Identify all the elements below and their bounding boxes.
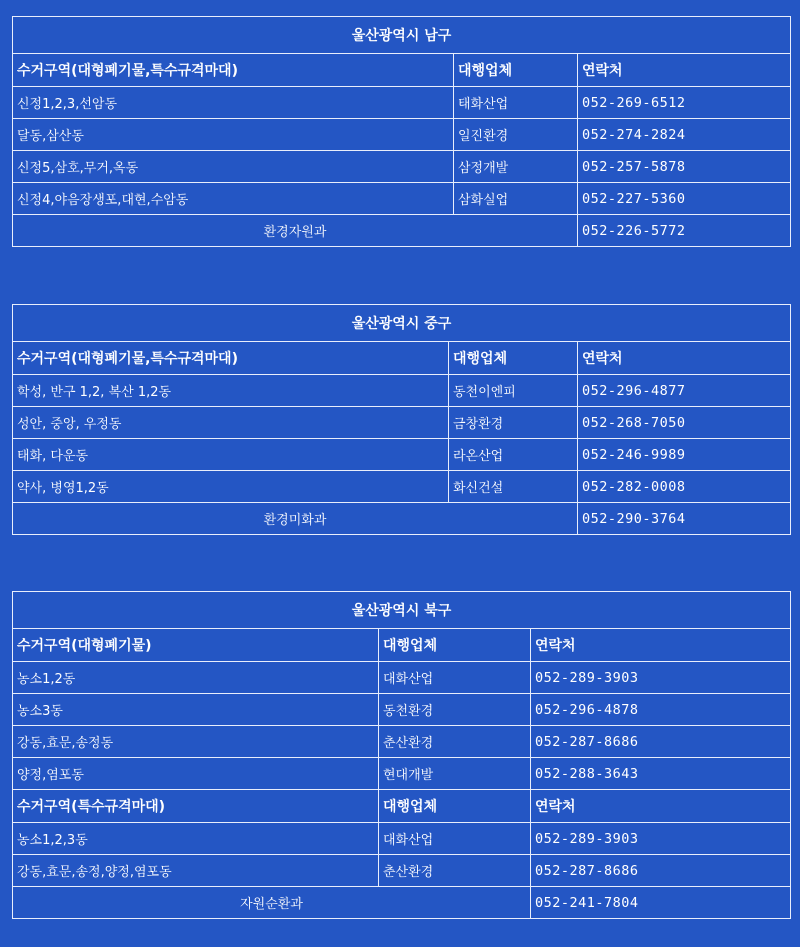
contractor-cell: 삼정개발 — [454, 151, 578, 183]
table-row — [13, 87, 791, 119]
table-row — [13, 151, 791, 183]
header-contact: 연락처 — [578, 54, 791, 87]
area-cell: 신정4,야음장생포,대현,수암동 — [13, 183, 454, 215]
header-contact: 연락처 — [578, 342, 791, 375]
contractor-cell: 춘산환경 — [379, 855, 531, 887]
table-row — [13, 694, 791, 726]
table-row — [13, 183, 791, 215]
header-contractor: 대행업체 — [454, 54, 578, 87]
table-row — [13, 471, 791, 503]
footer-row — [13, 503, 791, 535]
table-row — [13, 407, 791, 439]
header-contractor: 대행업체 — [449, 342, 578, 375]
header-collection-area: 수거구역(대형폐기물) — [13, 629, 379, 662]
contractor-cell: 대화산업 — [379, 662, 531, 694]
area-cell: 농소1,2,3동 — [13, 823, 379, 855]
area-cell: 농소1,2동 — [13, 662, 379, 694]
header-collection-area: 수거구역(대형폐기물,특수규격마대) — [13, 342, 449, 375]
contractor-cell: 삼화실업 — [454, 183, 578, 215]
contractor-cell: 춘산환경 — [379, 726, 531, 758]
contractor-cell: 동천이엔피 — [449, 375, 578, 407]
header-collection-area: 수거구역(대형폐기물,특수규격마대) — [13, 54, 454, 87]
table-row — [13, 823, 791, 855]
table-row — [13, 439, 791, 471]
department-contact-cell: 052-290-3764 — [578, 503, 791, 535]
nam-gu-title: 울산광역시 남구 — [13, 17, 791, 54]
header-collection-area: 수거구역(특수규격마대) — [13, 790, 379, 823]
jung-gu-title: 울산광역시 중구 — [13, 305, 791, 342]
footer-row — [13, 215, 791, 247]
contractor-cell: 대화산업 — [379, 823, 531, 855]
department-contact-cell: 052-226-5772 — [578, 215, 791, 247]
department-contact-cell: 052-241-7804 — [531, 887, 791, 919]
header-contact: 연락처 — [531, 790, 791, 823]
footer-row — [13, 887, 791, 919]
area-cell: 농소3동 — [13, 694, 379, 726]
buk-gu-table — [12, 591, 791, 919]
area-cell: 달동,삼산동 — [13, 119, 454, 151]
header-contractor: 대행업체 — [379, 790, 531, 823]
jung-gu-table — [12, 304, 791, 535]
table-row — [13, 758, 791, 790]
contact-cell: 052-287-8686 — [531, 726, 791, 758]
area-cell: 강동,효문,송정,양정,염포동 — [13, 855, 379, 887]
header-contractor: 대행업체 — [379, 629, 531, 662]
table-row — [13, 726, 791, 758]
area-cell: 성안, 중앙, 우정동 — [13, 407, 449, 439]
area-cell: 신정5,삼호,무거,옥동 — [13, 151, 454, 183]
contact-cell: 052-268-7050 — [578, 407, 791, 439]
contact-cell: 052-288-3643 — [531, 758, 791, 790]
area-cell: 태화, 다운동 — [13, 439, 449, 471]
table-row — [13, 855, 791, 887]
area-cell: 신정1,2,3,선암동 — [13, 87, 454, 119]
contractor-cell: 동천환경 — [379, 694, 531, 726]
area-cell: 약사, 병영1,2동 — [13, 471, 449, 503]
contractor-cell: 일진환경 — [454, 119, 578, 151]
department-cell: 자원순환과 — [13, 887, 531, 919]
contractor-cell: 현대개발 — [379, 758, 531, 790]
contact-cell: 052-257-5878 — [578, 151, 791, 183]
contact-cell: 052-296-4877 — [578, 375, 791, 407]
contact-cell: 052-274-2824 — [578, 119, 791, 151]
contractor-cell: 태화산업 — [454, 87, 578, 119]
table-row — [13, 119, 791, 151]
contractor-cell: 라온산업 — [449, 439, 578, 471]
area-cell: 양정,염포동 — [13, 758, 379, 790]
table-row — [13, 375, 791, 407]
contractor-cell: 금창환경 — [449, 407, 578, 439]
contact-cell: 052-269-6512 — [578, 87, 791, 119]
department-cell: 환경미화과 — [13, 503, 578, 535]
department-cell: 환경자원과 — [13, 215, 578, 247]
contractor-cell: 화신건설 — [449, 471, 578, 503]
contact-cell: 052-227-5360 — [578, 183, 791, 215]
nam-gu-table — [12, 16, 791, 247]
contact-cell: 052-282-0008 — [578, 471, 791, 503]
contact-cell: 052-246-9989 — [578, 439, 791, 471]
contact-cell: 052-289-3903 — [531, 823, 791, 855]
header-contact: 연락처 — [531, 629, 791, 662]
area-cell: 학성, 반구 1,2, 복산 1,2동 — [13, 375, 449, 407]
area-cell: 강동,효문,송정동 — [13, 726, 379, 758]
table-row — [13, 662, 791, 694]
contact-cell: 052-287-8686 — [531, 855, 791, 887]
contact-cell: 052-289-3903 — [531, 662, 791, 694]
contact-cell: 052-296-4878 — [531, 694, 791, 726]
buk-gu-title: 울산광역시 북구 — [13, 592, 791, 629]
